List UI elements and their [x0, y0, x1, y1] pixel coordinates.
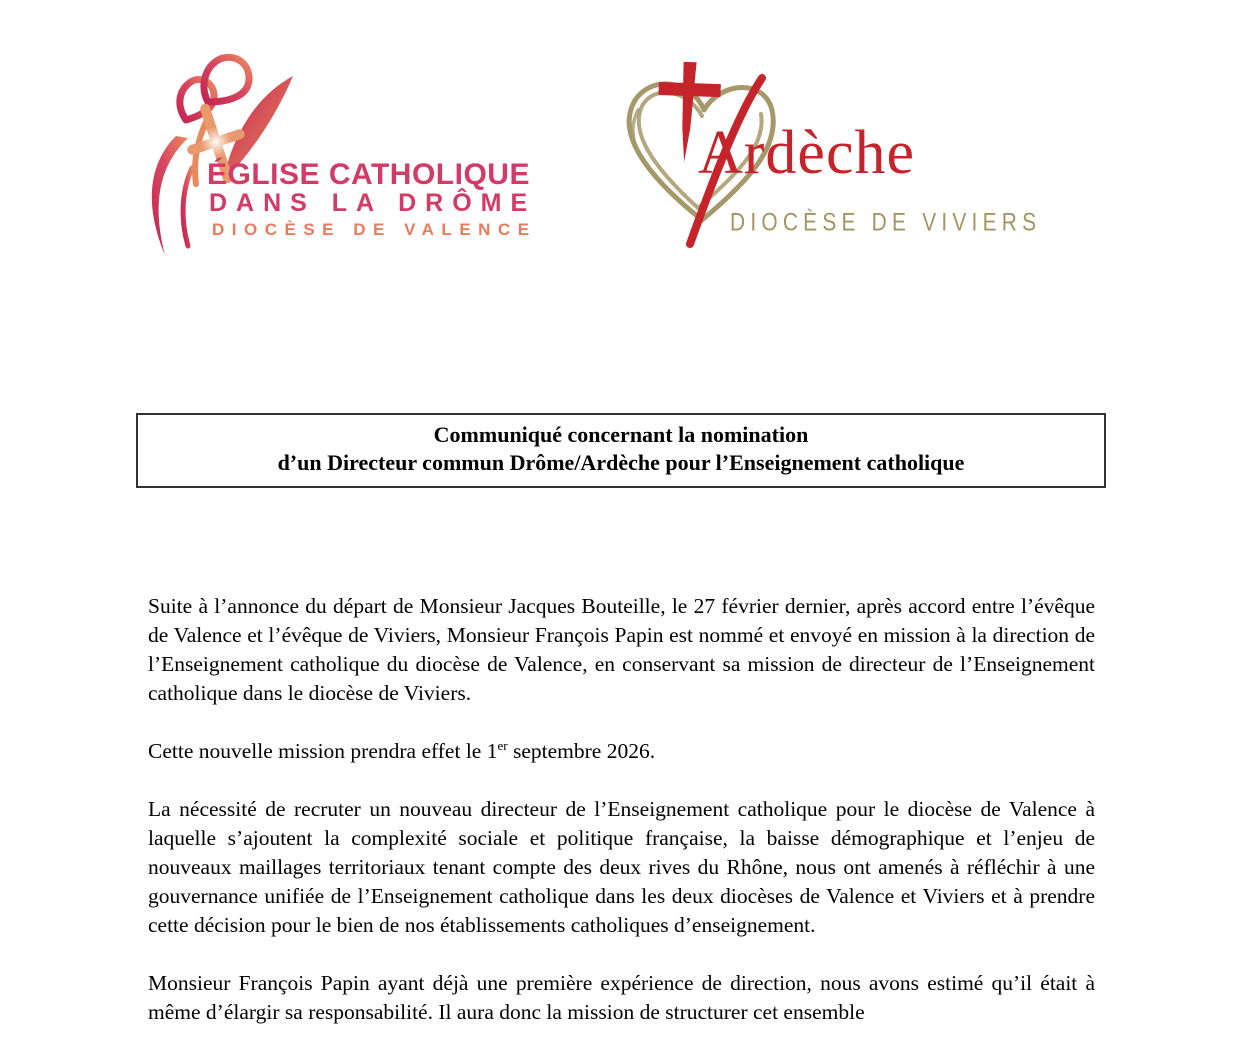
ardeche-diocese-logo [612, 48, 1042, 253]
title-box [136, 413, 1106, 488]
paragraph-4: Monsieur François Papin ayant déjà une première expérience de direction, nous avons estimé qu’il était à même d’élargir sa responsabilité. Il aura donc la mission de structurer cet ensemble [148, 971, 1095, 1024]
title-line2: d’un Directeur commun Drôme/Ardèche pour l’Enseignement catholique [277, 450, 965, 475]
paragraph-2-before: Cette nouvelle mission prendra effet le 1 [148, 739, 498, 763]
title-line1: Communiqué concernant la nomination [433, 422, 809, 447]
paragraph-2-superscript: er [497, 737, 508, 753]
drome-diocese-logo [142, 50, 542, 255]
drome-logo-line2: DANS LA DRÔME [209, 189, 537, 217]
paragraph-3: La nécessité de recruter un nouveau directeur de l’Enseignement catholique pour le diocèse de Valence à laquelle s’ajoutent la complexité sociale et politique française, la baisse démographique et l’enjeu de nouveaux maillages territoriaux tenant compte des deux rives du Rhône, nous ont amenés à réfléchir à une gouvernance unifiée de l’Enseignement catholique dans les deux diocèses de Valence et Viviers et à prendre cette décision pour le bien de nos établissements catholiques d’enseignement. [148, 797, 1095, 937]
ardeche-logo-subtitle: DIOCÈSE DE VIVIERS [730, 208, 1042, 236]
body-text [148, 592, 1095, 1027]
drome-logo-line1: ÉGLISE CATHOLIQUE [207, 158, 530, 191]
paragraph-1: Suite à l’annonce du départ de Monsieur Jacques Bouteille, le 27 février dernier, après accord entre l’évêque de Valence et l’évêque de Viviers, Monsieur François Papin est nommé et envoyé en mission à la direction de l’Enseignement catholique du diocèse de Valence, en conservant sa mission de directeur de l’Enseignement catholique dans le diocèse de Viviers. [148, 594, 1095, 705]
paragraph-2 [148, 737, 1095, 766]
paragraph-2-after: septembre 2026. [507, 739, 656, 763]
ardeche-logo-name: Ardèche [698, 119, 915, 187]
drome-logo-line3: DIOCÈSE DE VALENCE [212, 220, 537, 239]
